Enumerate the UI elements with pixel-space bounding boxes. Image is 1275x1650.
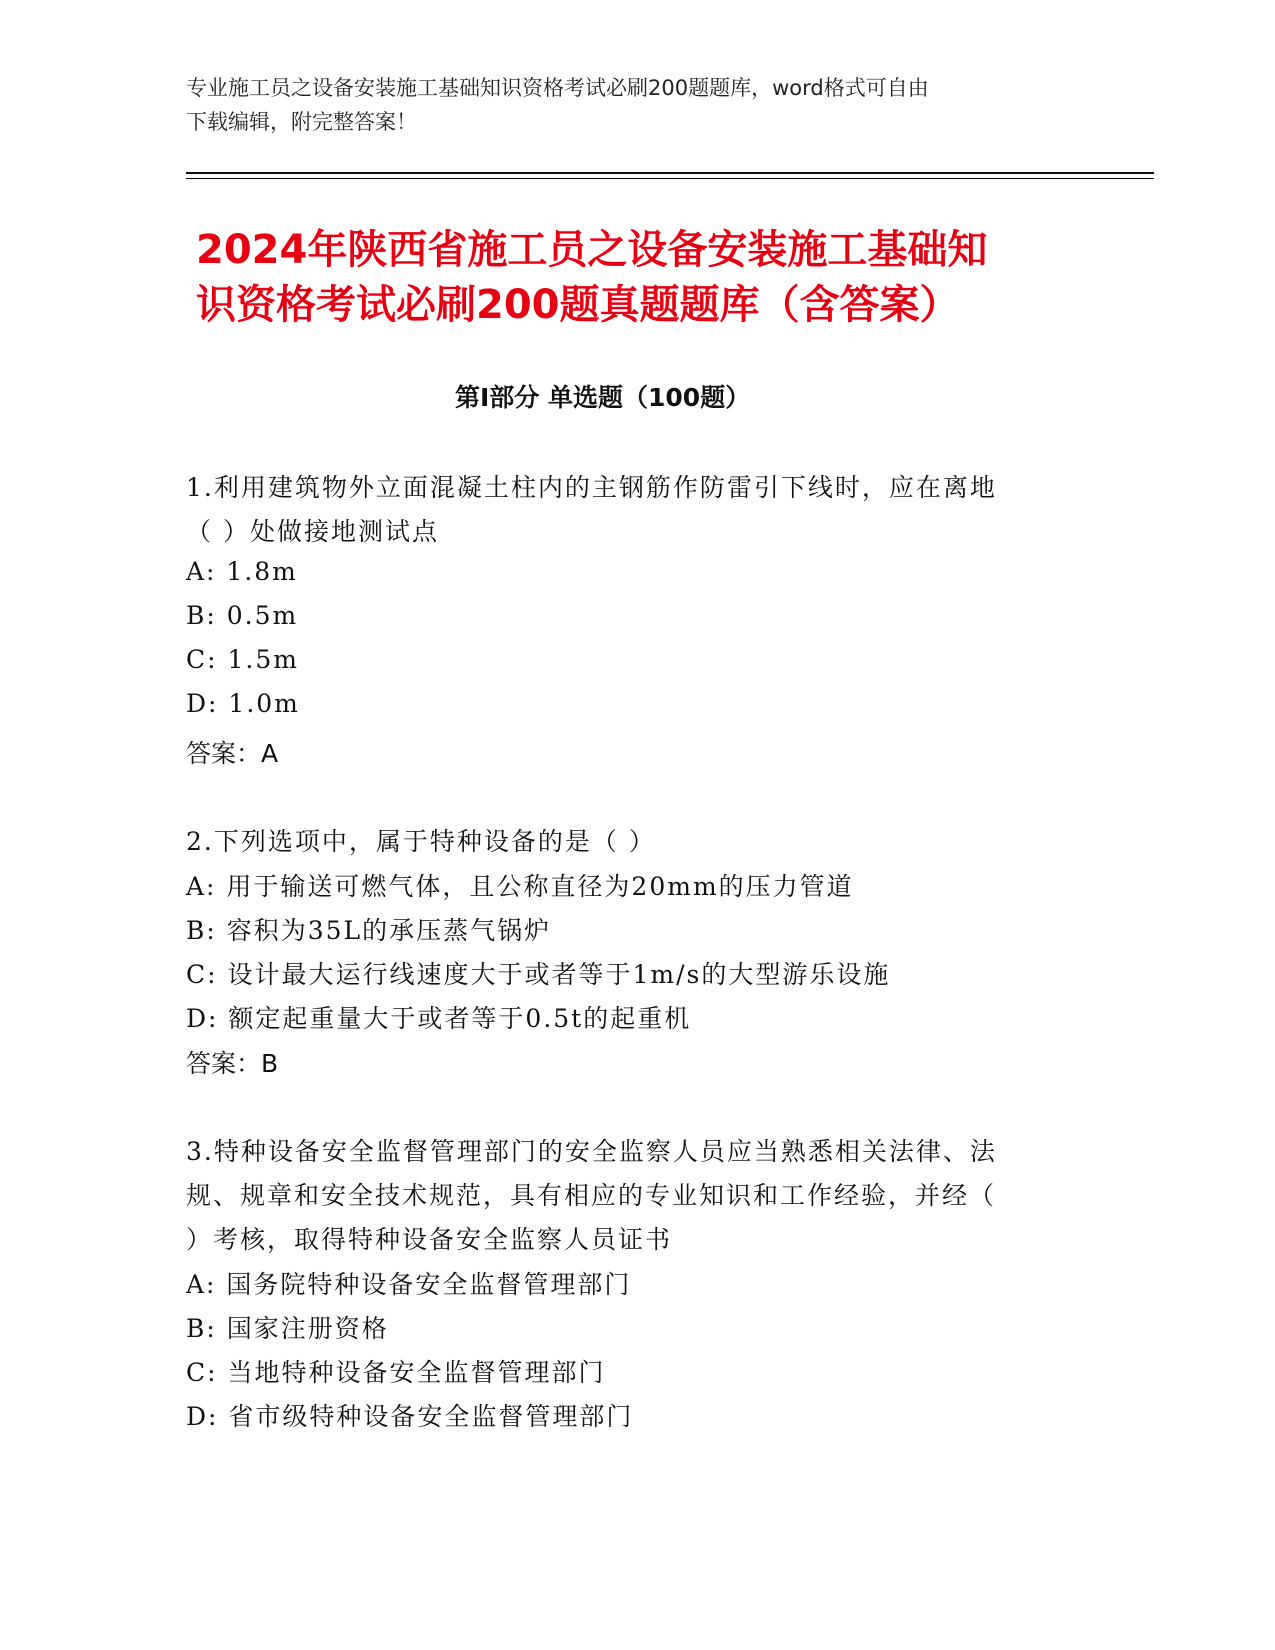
question-2-option-b: B: 容积为35L的承压蒸气锅炉 (186, 916, 552, 945)
question-3-stem-line-3: ）考核，取得特种设备安全监察人员证书 (186, 1225, 673, 1254)
question-3-option-a: A: 国务院特种设备安全监督管理部门 (186, 1270, 632, 1299)
question-2-option-c: C: 设计最大运行线速度大于或者等于1m/s的大型游乐设施 (186, 960, 891, 989)
question-1-stem-line-2: （ ）处做接地测试点 (186, 517, 439, 546)
question-3-stem-line-2: 规、规章和安全技术规范，具有相应的专业知识和工作经验，并经（ (186, 1181, 997, 1210)
question-3-option-b: B: 国家注册资格 (186, 1314, 389, 1343)
section-heading: 第Ⅰ部分 单选题（100题） (455, 383, 751, 412)
question-2-answer: 答案：B (186, 1049, 279, 1078)
document-title-line-2: 识资格考试必刷200题真题题库（含答案） (196, 282, 960, 328)
question-1-option-b: B: 0.5m (186, 601, 299, 630)
question-2-stem-line-1: 2.下列选项中，属于特种设备的是（ ） (186, 827, 656, 856)
question-3-stem-line-1: 3.特种设备安全监督管理部门的安全监察人员应当熟悉相关法律、法 (186, 1137, 997, 1166)
header-note-line-2: 下载编辑，附完整答案！ (186, 110, 417, 134)
document-title-line-1: 2024年陕西省施工员之设备安装施工基础知 (196, 227, 988, 273)
question-1-option-a: A: 1.8m (186, 557, 298, 586)
question-2-option-a: A: 用于输送可燃气体，且公称直径为20mm的压力管道 (186, 872, 854, 901)
question-1-option-c: C: 1.5m (186, 645, 299, 674)
header-divider-thick (186, 172, 1154, 174)
question-1-answer: 答案：A (186, 739, 279, 768)
question-3-option-d: D: 省市级特种设备安全监督管理部门 (186, 1402, 634, 1431)
question-1-stem-line-1: 1.利用建筑物外立面混凝土柱内的主钢筋作防雷引下线时，应在离地 (186, 473, 997, 502)
header-note-line-1: 专业施工员之设备安装施工基础知识资格考试必刷200题题库，word格式可自由 (186, 76, 929, 100)
question-3-option-c: C: 当地特种设备安全监督管理部门 (186, 1358, 606, 1387)
question-2-option-d: D: 额定起重量大于或者等于0.5t的起重机 (186, 1004, 692, 1033)
question-1-option-d: D: 1.0m (186, 689, 300, 718)
header-divider-thin (186, 178, 1154, 179)
